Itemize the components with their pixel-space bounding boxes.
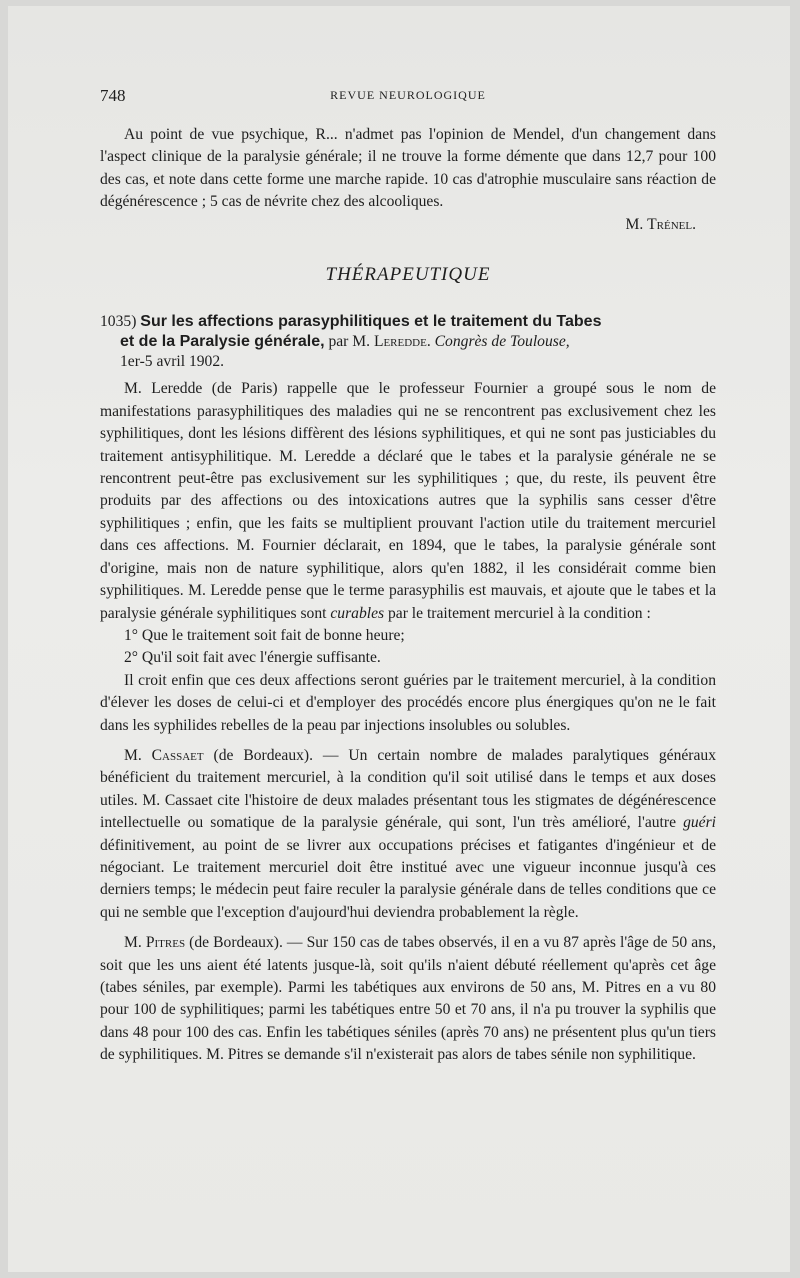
entry-by: par M. xyxy=(324,333,374,351)
section-title: THÉRAPEUTIQUE xyxy=(325,264,491,286)
entry-heading xyxy=(100,312,716,372)
p1-text: M. Leredde (de Paris) rappelle que le professeur Fournier a groupé sous le nom de manifestations parasyphilitiques des maladies qui ne se rencontrent pas exclusivement chez les syphilitiques, dont les lésions diffèrent des lésions syphilitiques, et qui ne sont pas justiciables du traitement antisyphilitique. M. Leredde a déclaré que le tabes et la paralysie générale ne se rencontrent peut-être pas exclusivement sur les syphilitiques ; que, du reste, ils peuvent être produits par des affections ou des intoxications autres que la syphilis sans cesser d'être syphilitiques ; enfin, que les faits se multiplient prouvant l'action utile du traitement mercuriel dans ces affections. M. Fournier déclarait, en 1894, que le tabes, la paralysie générale sont d'origine, mais non de nature syphilitique, alors qu'en 1882, il les considérait comme bien syphilitiques. M. Leredde pense que le terme parasyphilis est mauvais, et ajoute que le tabes et la paralysie générale syphilitiques sont xyxy=(100,380,716,622)
p3-start: (de Bordeaux). — Un certain nombre de malades paralytiques généraux bénéficient du traitement mercuriel, à la condition qu'il soit utilisé dans le temps et aux doses utiles. M. Cassaet cite l'histoire de deux malades présentant tous les stigmates de dégénérescence intellectuelle ou somatique de la paralysie générale, qui sont, l'un très amélioré, l'autre xyxy=(100,746,717,832)
pitres-name: M. Pitres xyxy=(124,934,186,952)
p3-italic: guéri xyxy=(683,814,716,832)
entry-date: 1er-5 avril 1902. xyxy=(120,353,225,371)
signature-prefix: M. xyxy=(625,215,648,233)
paragraph-conclusion: Il croit enfin que ces deux affections seront guéries par le traitement mercuriel, à la condition d'élever les doses de celui-ci et d'employer des procédés encore plus énergiques qu'on ne le fait dans les syphilides rebelles de la peau par injections insolubles ou solubles. xyxy=(100,671,716,734)
list-item-2: 2° Qu'il soit fait avec l'énergie suffisante. xyxy=(124,649,381,667)
p1-italic: curables xyxy=(330,604,385,622)
document-page xyxy=(8,6,790,1272)
entry-author: Leredde. xyxy=(373,333,431,351)
p3-end: définitivement, au point de se livrer aux occupations précises et fatigantes d'ingénieur et de négociant. Le traitement mercuriel doit être institué avec une vigueur inconnue jusqu'à ces derniers temps; le médecin peut faire reculer la paralysie générale dans de telles conditions que ce qui ne semble que l'exception d'aujourd'hui deviendra probablement la règle. xyxy=(100,836,716,921)
entry-number: 1035) xyxy=(100,313,137,331)
p1-end: par le traitement mercuriel à la condition : xyxy=(384,604,651,622)
list-item-1: 1° Que le traitement soit fait de bonne heure; xyxy=(124,626,405,644)
paragraph-leredde xyxy=(100,378,716,624)
intro-paragraph: Au point de vue psychique, R... n'admet pas l'opinion de Mendel, d'un changement dans l'aspect clinique de la paralysie générale; il ne trouve la forme démente que dans 12,7 pour 100 des cas, et note dans cette forme une marche rapide. 10 cas d'atrophie musculaire sans réaction de dégénérescence ; 5 cas de névrite chez des alcooliques. xyxy=(100,126,716,211)
intro-signature xyxy=(100,214,716,236)
paragraph-pitres xyxy=(100,932,716,1066)
p4-rest: (de Bordeaux). — Sur 150 cas de tabes observés, il en a vu 87 après l'âge de 50 ans, soit que les uns aient été latents jusque-là, soit qu'ils n'aient débuté réellement qu'après cet âge (tabes séniles, par exemple). Parmi les tabétiques aux environs de 50 ans, M. Pitres en a vu 80 pour 100 de syphilitiques; parmi les tabétiques entre 50 et 70 ans, il n'a pu trouver la syphilis que dans 48 pour 100 des cas. Enfin les tabétiques séniles (après 70 ans) ne présentent plus qu'un tiers de syphilitiques. M. Pitres se demande s'il n'existerait pas alors de tabes sénile non syphilitique. xyxy=(100,934,716,1064)
entry-venue: Congrès de Toulouse, xyxy=(430,333,570,351)
page-number: 748 xyxy=(100,86,126,105)
paragraph-cassaet xyxy=(100,745,716,924)
entry-title-line2: et de la Paralysie générale, xyxy=(120,333,325,351)
page-body xyxy=(100,124,716,1067)
cassaet-name: M. Cassaet xyxy=(124,746,204,764)
running-title: REVUE NEUROLOGIQUE xyxy=(330,88,486,102)
signature-name: Trénel. xyxy=(647,215,696,233)
page-header xyxy=(100,86,716,108)
entry-title-line1: Sur les affections parasyphilitiques et le traitement du Tabes xyxy=(140,313,602,331)
